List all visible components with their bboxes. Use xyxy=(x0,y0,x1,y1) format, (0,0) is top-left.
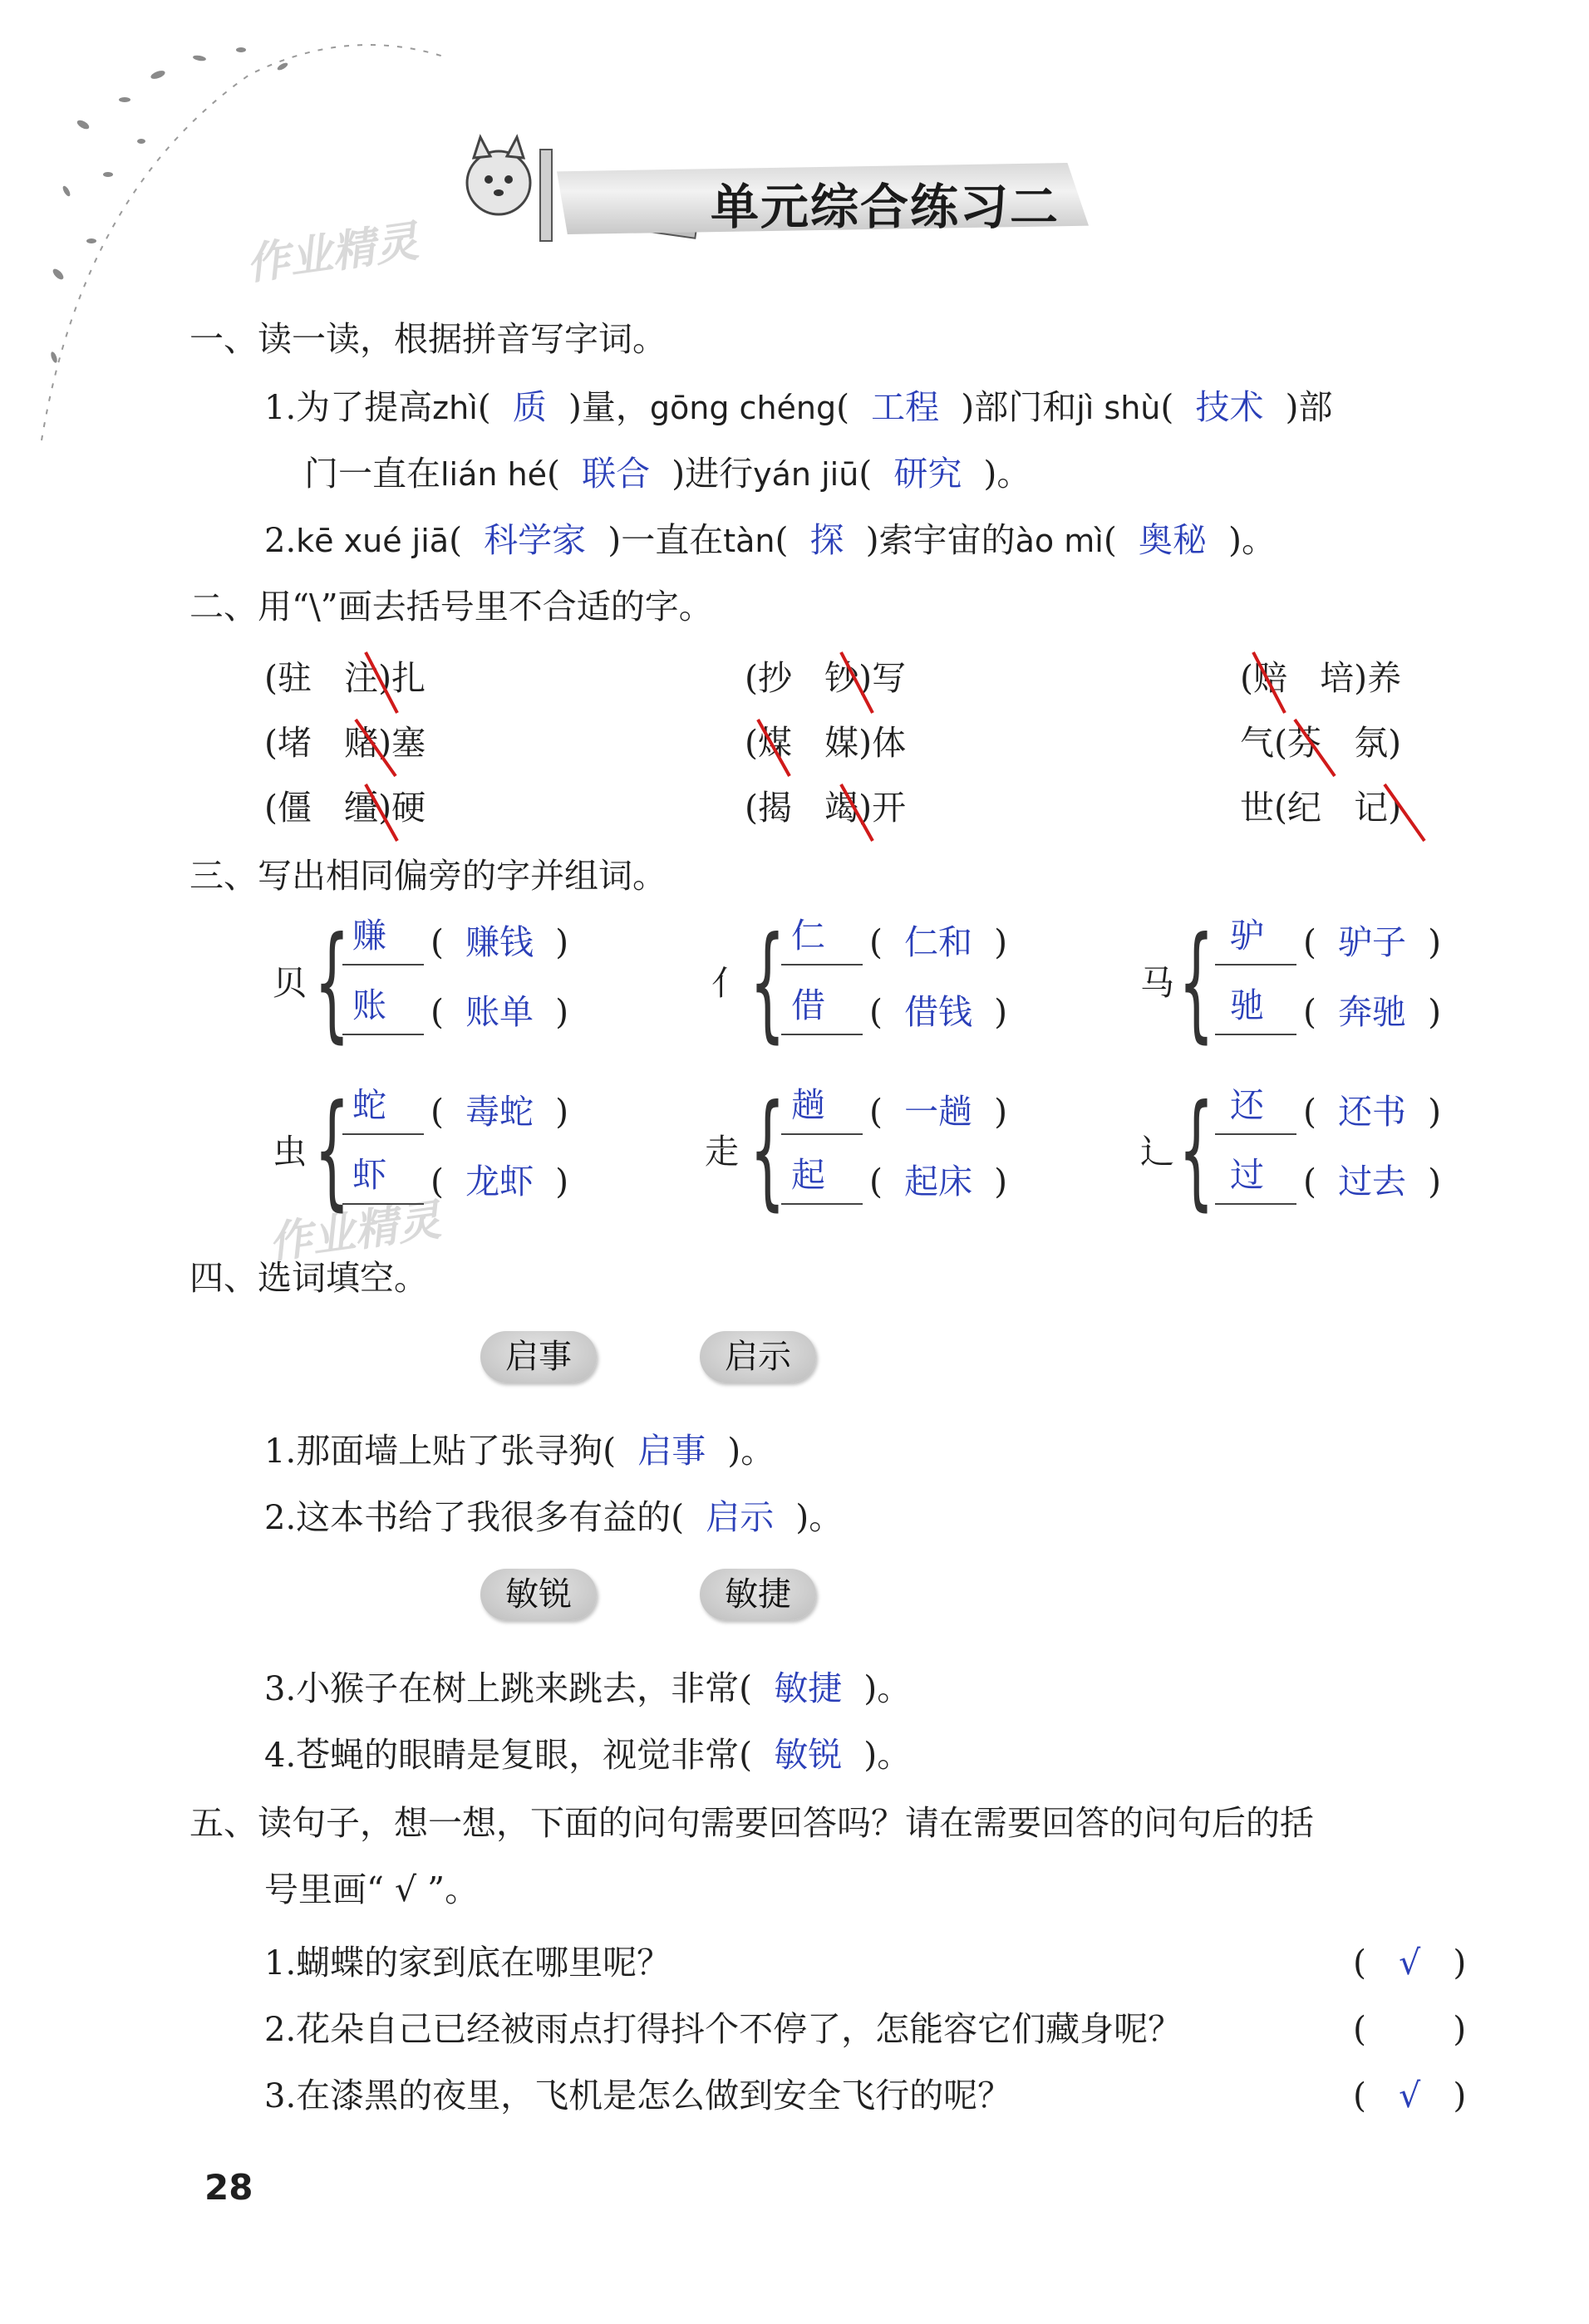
blank-line xyxy=(1215,964,1296,965)
answer: 科学家 xyxy=(484,520,587,560)
answer: 敏锐 xyxy=(774,1735,843,1775)
question-item: 2.花朵自己已经被雨点打得抖个不停了，怎能容它们藏身呢？ xyxy=(264,2009,1183,2049)
answer-char: 驰 xyxy=(1230,985,1264,1025)
choice-item: (僵 缰)硬 xyxy=(264,788,426,828)
question-2: 2.kē xué jiā( 科学家 )一直在tàn( 探 )索宇宙的ào mì( 奥秘 )。 xyxy=(264,520,1276,560)
word-slot: ( 还书 ) xyxy=(1303,1092,1442,1132)
word-option: 敏锐 xyxy=(480,1569,597,1620)
answer-char: 还 xyxy=(1230,1085,1264,1125)
fill-question: 2.这本书给了我很多有益的( 启示 )。 xyxy=(264,1497,844,1537)
blank-line xyxy=(1215,1133,1296,1135)
word-slot: ( 起床 ) xyxy=(869,1162,1008,1201)
answer: 研究 xyxy=(893,454,962,494)
brace-icon: { xyxy=(750,1078,785,1223)
question-item: 1.蝴蝶的家到底在哪里呢？ xyxy=(264,1943,672,1983)
word-slot: ( 赚钱 ) xyxy=(430,922,569,962)
answer: 探 xyxy=(809,520,844,560)
section-heading-continued: 号里画“ √ ”。 xyxy=(264,1870,480,1909)
choice-item: 世(纪 记) xyxy=(1240,788,1402,828)
answer-bracket: ( ) xyxy=(1353,2009,1467,2049)
brace-icon: { xyxy=(750,911,785,1055)
word-slot: ( 借钱 ) xyxy=(869,992,1008,1032)
strike-mark xyxy=(758,720,790,776)
word-slot: ( 龙虾 ) xyxy=(430,1162,569,1201)
fill-question: 3.小猴子在树上跳来跳去，非常( 敏捷 )。 xyxy=(264,1668,912,1708)
blank-line xyxy=(342,1133,424,1135)
fill-question: 1.那面墙上贴了张寻狗( 启事 )。 xyxy=(264,1431,775,1471)
blank-line xyxy=(781,1203,863,1205)
answer-char: 过 xyxy=(1230,1155,1264,1195)
answer-char: 驴 xyxy=(1230,916,1264,956)
section-heading: 二、用“\”画去括号里不合适的字。 xyxy=(189,587,713,626)
answer: 启事 xyxy=(637,1431,706,1471)
blank-line xyxy=(342,1034,424,1035)
brace-icon: { xyxy=(314,911,350,1055)
blank-line xyxy=(1215,1034,1296,1035)
choice-item: (抄 钞)写 xyxy=(745,658,907,698)
blank-line xyxy=(342,964,424,965)
choice-item: (揭 竭)开 xyxy=(745,788,907,828)
section-heading: 四、选词填空。 xyxy=(189,1258,428,1298)
strike-mark xyxy=(366,784,397,841)
choice-item: (赔 培)养 xyxy=(1240,658,1402,698)
strike-mark xyxy=(1295,720,1335,776)
radical: 辶 xyxy=(1140,1132,1174,1172)
answer: 质 xyxy=(512,387,547,427)
strike-mark xyxy=(1385,784,1424,841)
strike-mark xyxy=(841,652,873,713)
word-slot: ( 奔驰 ) xyxy=(1303,992,1442,1032)
brace-icon: { xyxy=(1178,1078,1214,1223)
strike-mark xyxy=(366,652,397,713)
word-slot: ( 仁和 ) xyxy=(869,922,1008,962)
question-item: 3.在漆黑的夜里，飞机是怎么做到安全飞行的呢？ xyxy=(264,2076,1012,2115)
word-option: 启示 xyxy=(700,1331,816,1383)
fill-question: 4.苍蝇的眼睛是复眼，视觉非常( 敏锐 )。 xyxy=(264,1735,912,1775)
watermark: 作业精灵 xyxy=(243,216,421,291)
answer: 工程 xyxy=(871,387,940,427)
answer-char: 借 xyxy=(791,985,825,1025)
page-number: 28 xyxy=(204,2167,253,2208)
radical: 虫 xyxy=(273,1132,307,1172)
question-1-line-1: 1.为了提高zhì( 质 )量，gōng chéng( 工程 )部门和jì shù( 技术 )部 xyxy=(264,387,1333,427)
answer: 启示 xyxy=(706,1497,775,1537)
word-slot: ( 毒蛇 ) xyxy=(430,1092,569,1132)
section-heading: 五、读句子，想一想，下面的问句需要回答吗？请在需要回答的问句后的括 xyxy=(189,1803,1314,1843)
answer-bracket: ( √ ) xyxy=(1353,1943,1467,1983)
answer: 联合 xyxy=(582,454,651,494)
choice-item: (煤 媒)体 xyxy=(745,723,907,763)
answer: 敏捷 xyxy=(774,1668,843,1708)
choice-item: (堵 赌)塞 xyxy=(264,723,426,763)
watermark: 作业精灵 xyxy=(265,1195,444,1270)
answer: 奥秘 xyxy=(1138,520,1207,560)
radical: 贝 xyxy=(273,963,307,1003)
answer-char: 赚 xyxy=(352,916,386,956)
section-heading: 一、读一读，根据拼音写字词。 xyxy=(189,319,667,359)
radical: 走 xyxy=(705,1132,739,1172)
blank-line xyxy=(781,964,863,965)
word-option: 启事 xyxy=(480,1331,597,1383)
answer-bracket: ( √ ) xyxy=(1353,2076,1467,2115)
brace-icon: { xyxy=(314,1078,350,1223)
answer-char: 仁 xyxy=(791,916,825,956)
answer: 技术 xyxy=(1195,387,1264,427)
blank-line xyxy=(342,1203,424,1205)
word-slot: ( 账单 ) xyxy=(430,992,569,1032)
word-slot: ( 过去 ) xyxy=(1303,1162,1442,1201)
blank-line xyxy=(1215,1203,1296,1205)
word-slot: ( 一趟 ) xyxy=(869,1092,1008,1132)
section-heading: 三、写出相同偏旁的字并组词。 xyxy=(189,856,667,896)
choice-item: (驻 注)扎 xyxy=(264,658,426,698)
blank-line xyxy=(781,1034,863,1035)
radical: 亻 xyxy=(711,963,745,1003)
question-1-line-2: 门一直在lián hé( 联合 )进行yán jiū( 研究 )。 xyxy=(304,454,1031,494)
answer-char: 账 xyxy=(352,985,386,1025)
strike-mark xyxy=(356,720,396,776)
answer-char: 虾 xyxy=(352,1155,386,1195)
answer-char: 趟 xyxy=(791,1085,825,1125)
choice-item: 气(芬 氛) xyxy=(1240,723,1402,763)
page-title: 单元综合练习二 xyxy=(711,179,1060,235)
word-option: 敏捷 xyxy=(700,1569,816,1620)
strike-marks xyxy=(0,0,1589,914)
strike-mark xyxy=(841,784,873,841)
brace-icon: { xyxy=(1178,911,1214,1055)
answer-char: 起 xyxy=(791,1155,825,1195)
radical: 马 xyxy=(1140,963,1174,1003)
answer-char: 蛇 xyxy=(352,1085,386,1125)
strike-mark xyxy=(1253,652,1285,713)
word-slot: ( 驴子 ) xyxy=(1303,922,1442,962)
blank-line xyxy=(781,1133,863,1135)
